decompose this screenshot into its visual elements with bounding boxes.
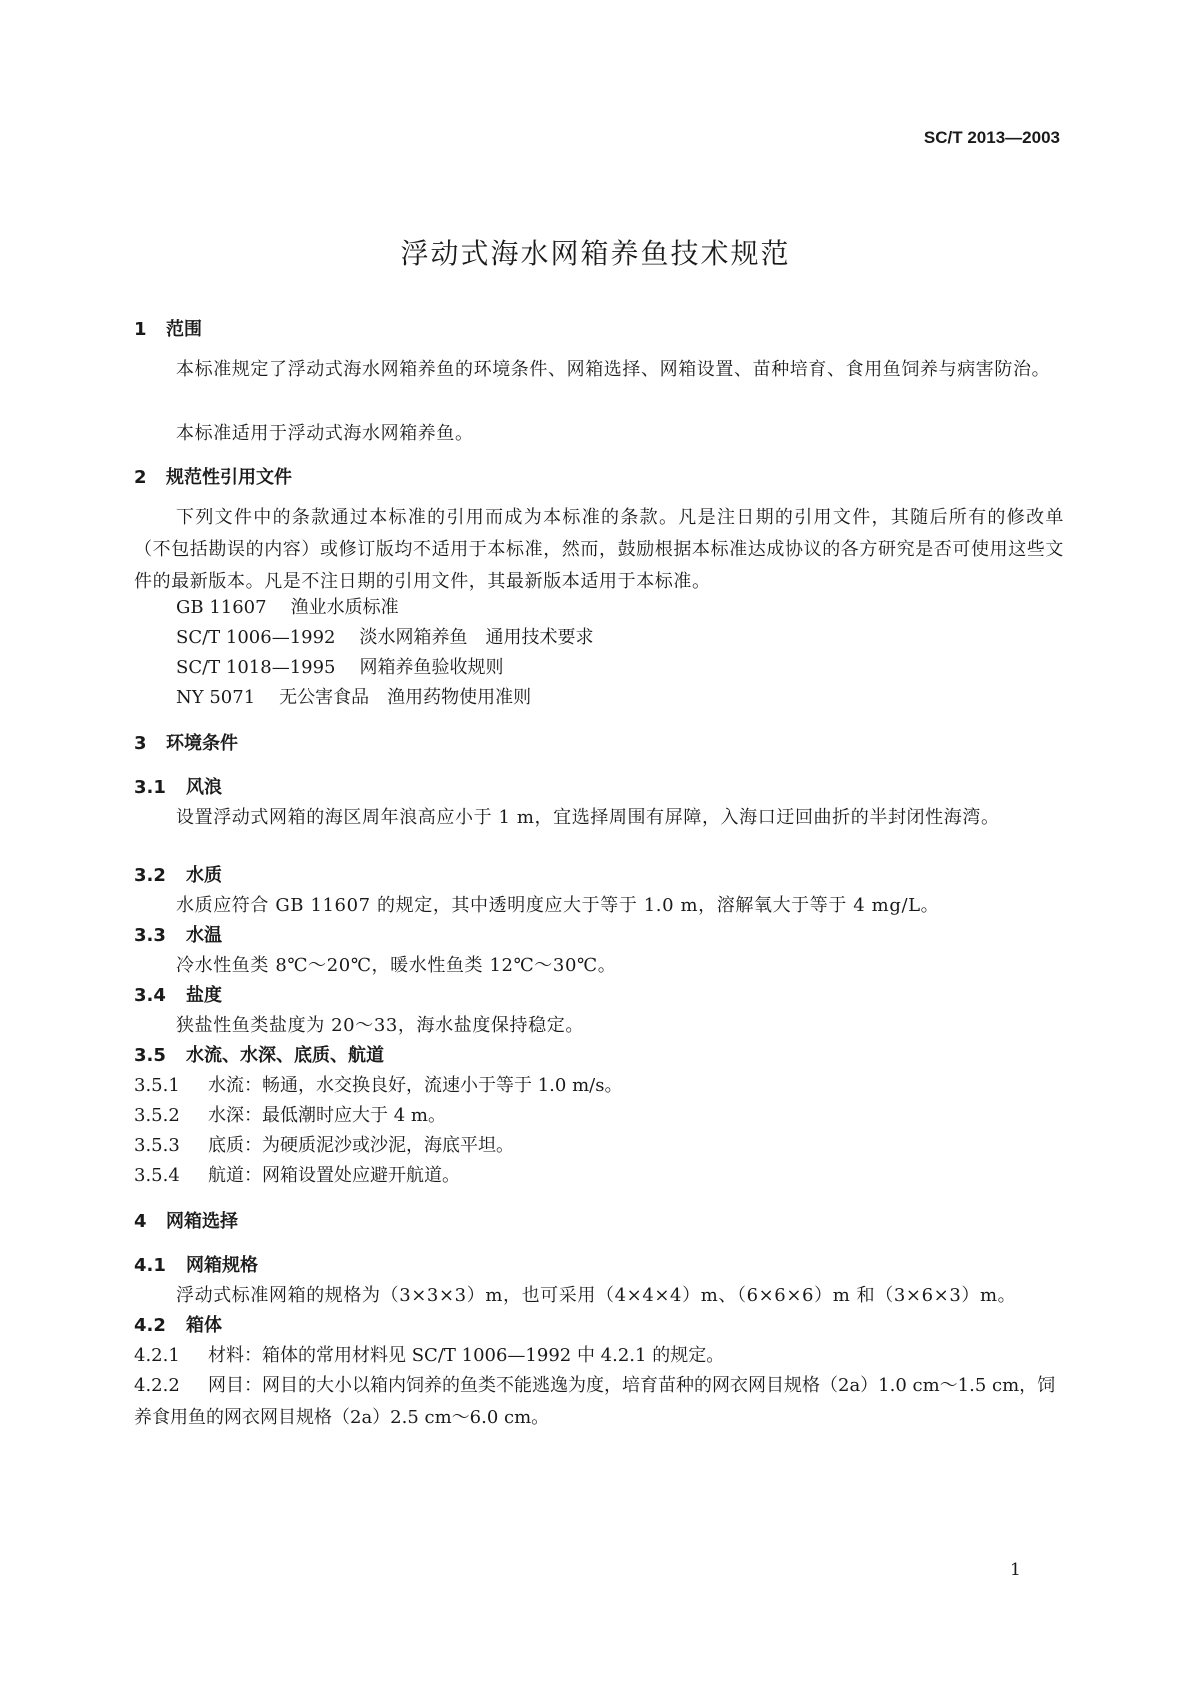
subsection-number: 3.4 [134, 985, 166, 1006]
subsection-number: 3.5 [134, 1045, 166, 1066]
clause-number: 3.5.4 [134, 1165, 180, 1186]
reference-code: SC/T 1006—1992 [176, 627, 336, 648]
subsection-3-4-text: 狭盐性鱼类盐度为 20～33，海水盐度保持稳定。 [176, 1015, 584, 1036]
section-title: 规范性引用文件 [166, 467, 292, 488]
reference-code: GB 11607 [176, 597, 267, 618]
clause-3-5-2 [134, 1100, 1064, 1132]
clause-number: 4.2.2 [134, 1375, 180, 1396]
clause-text: 材料：箱体的常用材料见 SC/T 1006—1992 中 4.2.1 的规定。 [208, 1345, 725, 1366]
subsection-3-1-heading [134, 772, 1064, 804]
reference-name: 渔业水质标准 [290, 597, 399, 618]
clause-text: 网目：网目的大小以箱内饲养的鱼类不能逃逸为度，培育苗种的网衣网目规格（2a）1.0 cm～1.5 cm，饲养食用鱼的网衣网目规格（2a）2.5 cm～6.0 cm。 [134, 1375, 1056, 1428]
section-title: 范围 [166, 319, 202, 340]
subsection-number: 4.2 [134, 1315, 166, 1336]
clause-4-2-1 [134, 1340, 1064, 1372]
subsection-3-5-heading [134, 1040, 1064, 1072]
subsection-number: 3.3 [134, 925, 166, 946]
subsection-title: 水流、水深、底质、航道 [186, 1045, 384, 1066]
reference-item [134, 592, 1106, 624]
section-2-paragraph-1: 下列文件中的条款通过本标准的引用而成为本标准的条款。凡是注日期的引用文件，其随后所有的修改单（不包括勘误的内容）或修订版均不适用于本标准，然而，鼓励根据本标准达成协议的各方研究是否可使用这些文件的最新版本。凡是不注日期的引用文件，其最新版本适用于本标准。 [134, 507, 1064, 592]
section-number: 2 [134, 467, 147, 488]
section-number: 1 [134, 319, 147, 340]
subsection-title: 风浪 [186, 777, 222, 798]
clause-3-5-4 [134, 1160, 1064, 1192]
section-1-heading [134, 314, 1064, 346]
clause-3-5-3 [134, 1130, 1064, 1162]
reference-code: NY 5071 [176, 687, 256, 708]
subsection-3-1-text: 设置浮动式网箱的海区周年浪高应小于 1 m，宜选择周围有屏障，入海口迂回曲折的半封闭性海湾。 [176, 807, 1000, 828]
section-2-heading [134, 462, 1064, 494]
section-3-heading [134, 728, 1064, 760]
clause-text: 底质：为硬质泥沙或沙泥，海底平坦。 [208, 1135, 514, 1156]
subsection-3-3-heading [134, 920, 1064, 952]
subsection-number: 3.1 [134, 777, 166, 798]
section-1-paragraph-2: 本标准适用于浮动式海水网箱养鱼。 [176, 423, 474, 444]
reference-item [134, 622, 1106, 654]
subsection-title: 网箱规格 [186, 1255, 258, 1276]
subsection-3-3-text: 冷水性鱼类 8℃～20℃，暖水性鱼类 12℃～30℃。 [176, 955, 617, 976]
clause-number: 3.5.3 [134, 1135, 180, 1156]
reference-name: 网箱养鱼验收规则 [359, 657, 504, 678]
clause-3-5-1 [134, 1070, 1064, 1102]
subsection-number: 3.2 [134, 865, 166, 886]
section-number: 4 [134, 1211, 147, 1232]
section-title: 网箱选择 [166, 1211, 238, 1232]
section-4-heading [134, 1206, 1064, 1238]
subsection-title: 箱体 [186, 1315, 222, 1336]
clause-text: 水流：畅通，水交换良好，流速小于等于 1.0 m/s。 [208, 1075, 623, 1096]
clause-text: 航道：网箱设置处应避开航道。 [208, 1165, 460, 1186]
section-number: 3 [134, 733, 147, 754]
reference-name: 淡水网箱养鱼 通用技术要求 [359, 627, 594, 648]
clause-number: 3.5.1 [134, 1075, 180, 1096]
section-title: 环境条件 [166, 733, 238, 754]
document-title: 浮动式海水网箱养鱼技术规范 [400, 237, 791, 270]
subsection-title: 水温 [186, 925, 222, 946]
clause-number: 3.5.2 [134, 1105, 180, 1126]
clause-text: 水深：最低潮时应大于 4 m。 [208, 1105, 446, 1126]
reference-name: 无公害食品 渔用药物使用准则 [279, 687, 532, 708]
standard-number: SC/T 2013—2003 [923, 128, 1060, 147]
subsection-4-2-heading [134, 1310, 1064, 1342]
subsection-number: 4.1 [134, 1255, 166, 1276]
subsection-3-4-heading [134, 980, 1064, 1012]
page-number: 1 [1010, 1560, 1021, 1580]
clause-4-2-2 [134, 1370, 1064, 1434]
subsection-3-2-text: 水质应符合 GB 11607 的规定，其中透明度应大于等于 1.0 m，溶解氧大于等于 4 mg/L。 [176, 895, 940, 916]
reference-code: SC/T 1018—1995 [176, 657, 336, 678]
subsection-title: 水质 [186, 865, 222, 886]
subsection-3-2-heading [134, 860, 1064, 892]
reference-item [134, 652, 1106, 684]
clause-number: 4.2.1 [134, 1345, 180, 1366]
subsection-title: 盐度 [186, 985, 222, 1006]
section-1-paragraph-1: 本标准规定了浮动式海水网箱养鱼的环境条件、网箱选择、网箱设置、苗种培育、食用鱼饲养与病害防治。 [176, 359, 1051, 380]
subsection-4-1-heading [134, 1250, 1064, 1282]
subsection-4-1-text: 浮动式标准网箱的规格为（3×3×3）m，也可采用（4×4×4）m、（6×6×6）m 和（3×6×3）m。 [176, 1285, 1017, 1306]
reference-item [134, 682, 1106, 714]
